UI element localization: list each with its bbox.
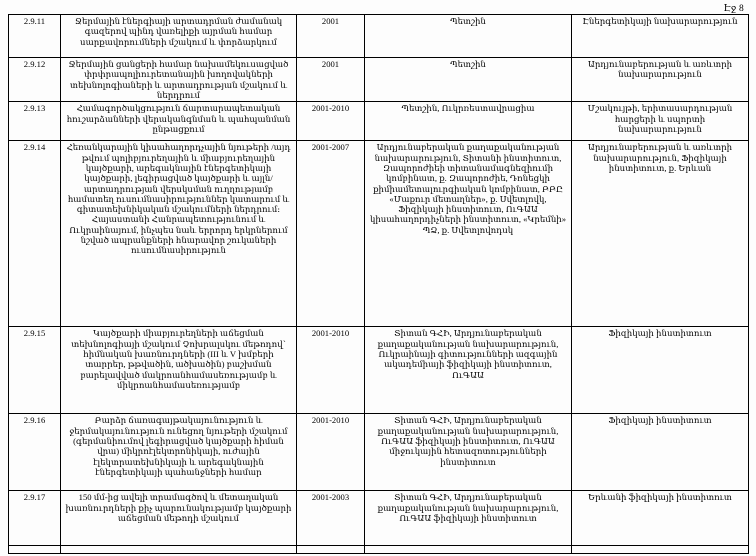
table-row-empty	[9, 546, 749, 554]
executor-cell	[365, 546, 572, 554]
partner-cell: Երևանի ֆիզիկայի ինստիտուտ	[572, 491, 749, 546]
description-cell	[61, 546, 297, 554]
partner-cell: Ֆիզիկայի ինստիտուտ	[572, 327, 749, 414]
row-id-cell: 2.9.16	[9, 414, 61, 491]
row-id-cell: 2.9.13	[9, 102, 61, 141]
period-cell	[297, 546, 365, 554]
description-cell: Համագործակցություն ճարտարապետական հուշարձանների վերականգնման և պահպանման ընթացքում	[61, 102, 297, 141]
period-cell: 2001-2010	[297, 414, 365, 491]
row-id-cell: 2.9.14	[9, 141, 61, 327]
period-cell: 2001	[297, 15, 365, 58]
row-id-cell: 2.9.15	[9, 327, 61, 414]
table-row	[9, 414, 749, 491]
executor-cell: Պետշին	[365, 15, 572, 58]
period-cell: 2001-2010	[297, 102, 365, 141]
row-id-cell: 2.9.17	[9, 491, 61, 546]
page-number: Էջ 8	[723, 4, 744, 14]
executor-cell: Տիտան ԳՀԻ, Արդյունաբերական քաղաքականության նախարարություն, ՈւԳԱԱ ֆիզիկայի ինստիտուտ	[365, 491, 572, 546]
description-cell: Բարձր ճառագայթակայունություն և ջերմակայունություն ունեցող նյութերի մշակում (գերմանիումով լեգիրացված կայծքարի հիման վրա) միկրոէլեկտրոնիկայի, ուժային էլեկտրատեխնիկայի և արեգակնային էներգետիկայի պահանջների համար	[61, 414, 297, 491]
partner-cell	[572, 546, 749, 554]
row-id-cell: 2.9.11	[9, 15, 61, 58]
row-id-cell: 2.9.12	[9, 58, 61, 102]
executor-cell: Արդյունաբերական քաղաքականության նախարարություն, Տիտանի ինստիտուտ, Զապորոժիեի տիտանամագնեզիումի կոմբինատ, ք. Զապորոժիե, Դոնեցկի քիմիամետալուրգիական կոմբինատ, ԲԲԸ «Մաքուր մետաղներ», ք. Սվետլովկ, Ֆիզիկայի ինստիտուտ, ՈւԳԱԱ կիսահաղորդիչների ինստիտուտ, «Կրեմնի» ՊՁ, ք. Սվետլովոդսկ	[365, 141, 572, 327]
partner-cell: Արդյունաբերության և առևտրի նախարարություն, Ֆիզիկայի ինստիտուտ, ք. Երևան	[572, 141, 749, 327]
partner-cell: Ֆիզիկայի ինստիտուտ	[572, 414, 749, 491]
table-row	[9, 15, 749, 58]
program-table-body	[9, 15, 749, 554]
program-table	[8, 14, 749, 554]
table-row	[9, 141, 749, 327]
partner-cell: Արդյունաբերության և առևտրի նախարարություն	[572, 58, 749, 102]
period-cell: 2001-2007	[297, 141, 365, 327]
description-cell: Հեռանկարային կիսահաղորդչային նյութերի /այդ թվում պոլիբյուրեղային և միաբյուրեղային կայծքարի, արեգակնային էներգետիկայի կայծքարի, լեգիրացված կայծքարի և այլն/ արտադրության վերսկսման ուղղությամբ համատեղ ուսումնասիրություններ կատարում և գիտատեխնիկական մշակումների ներդրում։ Հայաստանի Հանրապետությունում և Ուկրաինայում, ինչպես նաև երրորդ երկրներում նշված ապրանքների հնարավոր շուկաների ուսումնասիրություն	[61, 141, 297, 327]
table-row	[9, 327, 749, 414]
partner-cell: Էներգետիկայի նախարարություն	[572, 15, 749, 58]
executor-cell: Տիտան ԳՀԻ, Արդյունաբերական քաղաքականության նախարարություն, Ուկրաինայի գիտությունների ազգային ակադեմիայի ֆիզիկայի ինստիտուտ, ՈւԳԱԱ	[365, 327, 572, 414]
period-cell: 2001-2003	[297, 491, 365, 546]
table-row	[9, 102, 749, 141]
executor-cell: Պետշին, Ուկրռեստավրացիա	[365, 102, 572, 141]
period-cell: 2001-2010	[297, 327, 365, 414]
row-id-cell	[9, 546, 61, 554]
table-row	[9, 58, 749, 102]
description-cell: Ջերմային էներգիայի արտադրման ժամանակ գազերով պինդ վառելիքի այրման համար սարքավորումների մշակում և փորձարկում	[61, 15, 297, 58]
executor-cell: Տիտան ԳՀԻ, Արդյունաբերական քաղաքականության նախարարություն, ՈւԳԱԱ ֆիզիկայի ինստիտուտ, ՈւԳԱԱ միջուկային հետազոտությունների ինստիտուտ	[365, 414, 572, 491]
executor-cell: Պետշին	[365, 58, 572, 102]
description-cell: Ջերմային ցանցերի համար նախամեկուսացված փրփրապոլիուրետանային խողովակների տեխնոլոգիաների և արտադրության մշակում և ներդրում	[61, 58, 297, 102]
partner-cell: Մշակույթի, երիտասարդության հարցերի և սպորտի նախարարություն	[572, 102, 749, 141]
description-cell: Կայծքարի միաբյուրեղների աճեցման տեխնոլոգիայի մշակում Չոխրալսկու մեթոդով՝ հիմնական խառնուրդների (III և V խմբերի տարրեր, թթվածին, ածխածին) բաշխման բարելավված մակրոանհամասեռությամբ և միկրոանհամասեռությամբ	[61, 327, 297, 414]
description-cell: 150 մմ-ից ավելի տրամագծով և մետաղական խառնուրդների քիչ պարունակությամբ կայծքարի աճեցման մեթոդի մշակում	[61, 491, 297, 546]
table-row	[9, 491, 749, 546]
period-cell: 2001	[297, 58, 365, 102]
